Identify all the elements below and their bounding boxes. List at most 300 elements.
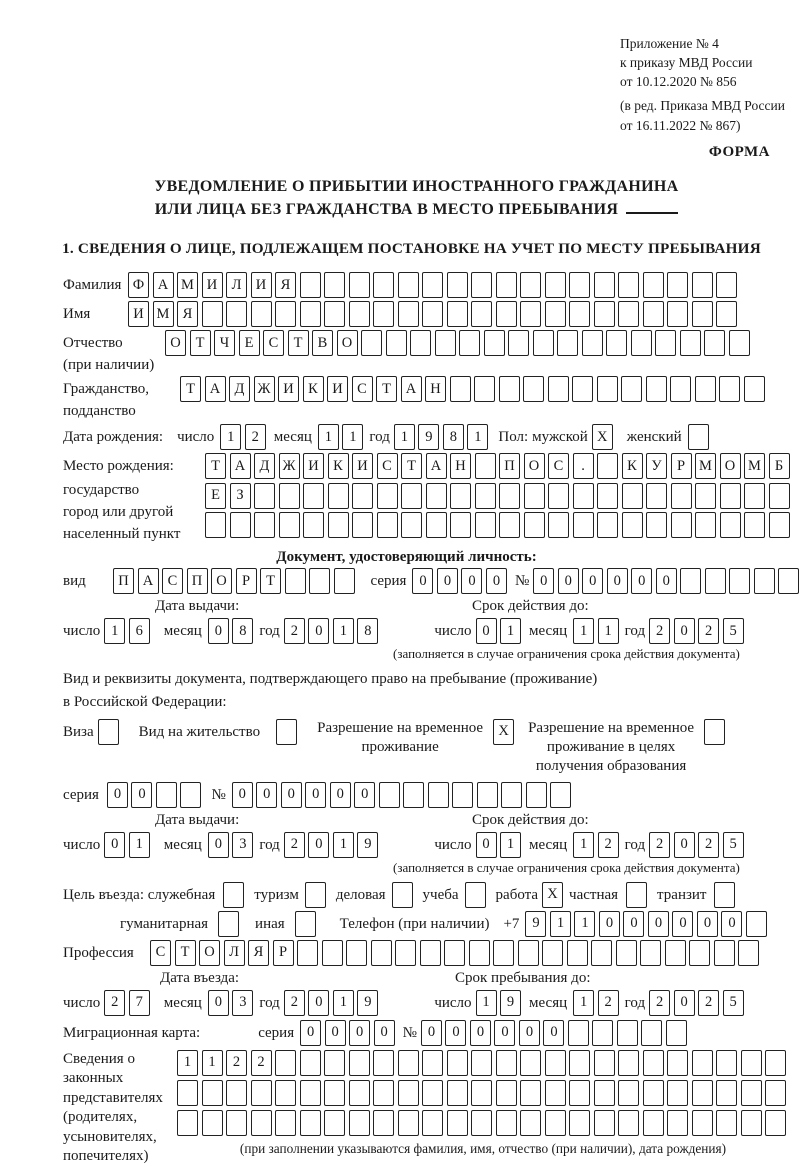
char-cell[interactable] xyxy=(450,376,471,402)
char-cell[interactable] xyxy=(447,1110,468,1136)
char-cell[interactable] xyxy=(352,512,373,538)
char-cell[interactable]: Ф xyxy=(128,272,149,298)
char-cell[interactable] xyxy=(643,1110,664,1136)
char-cell[interactable]: П xyxy=(499,453,520,479)
surname-boxes[interactable] xyxy=(128,272,737,298)
char-cell[interactable]: Ч xyxy=(214,330,235,356)
checkbox-cell[interactable] xyxy=(98,719,119,745)
birth-month-boxes[interactable] xyxy=(318,424,364,450)
char-cell[interactable]: Я xyxy=(248,940,269,966)
char-cell[interactable] xyxy=(349,1050,370,1076)
char-cell[interactable]: 0 xyxy=(494,1020,515,1046)
char-cell[interactable]: 2 xyxy=(284,618,305,644)
char-cell[interactable]: 0 xyxy=(300,1020,321,1046)
char-cell[interactable] xyxy=(746,911,767,937)
char-cell[interactable]: 0 xyxy=(721,911,742,937)
birth-place-line2[interactable] xyxy=(205,483,790,509)
char-cell[interactable] xyxy=(643,272,664,298)
char-cell[interactable] xyxy=(300,1080,321,1106)
char-cell[interactable] xyxy=(754,568,775,594)
char-cell[interactable] xyxy=(573,512,594,538)
checkbox-cell[interactable]: X xyxy=(493,719,514,745)
char-cell[interactable] xyxy=(447,1050,468,1076)
char-cell[interactable] xyxy=(334,568,355,594)
char-cell[interactable] xyxy=(667,1050,688,1076)
char-cell[interactable] xyxy=(592,1020,613,1046)
char-cell[interactable] xyxy=(373,1110,394,1136)
char-cell[interactable] xyxy=(328,512,349,538)
char-cell[interactable] xyxy=(533,330,554,356)
char-cell[interactable] xyxy=(254,512,275,538)
char-cell[interactable]: 0 xyxy=(107,782,128,808)
char-cell[interactable] xyxy=(769,512,790,538)
char-cell[interactable]: Е xyxy=(239,330,260,356)
char-cell[interactable] xyxy=(202,1110,223,1136)
char-cell[interactable]: 1 xyxy=(573,832,594,858)
char-cell[interactable] xyxy=(741,1050,762,1076)
char-cell[interactable]: О xyxy=(165,330,186,356)
char-cell[interactable]: 0 xyxy=(354,782,375,808)
char-cell[interactable]: 0 xyxy=(476,832,497,858)
citizenship-boxes[interactable] xyxy=(180,376,765,402)
char-cell[interactable] xyxy=(689,940,710,966)
char-cell[interactable]: 2 xyxy=(284,832,305,858)
char-cell[interactable] xyxy=(704,330,725,356)
char-cell[interactable]: 2 xyxy=(104,990,125,1016)
male-checkbox[interactable] xyxy=(592,424,613,450)
char-cell[interactable]: 9 xyxy=(418,424,439,450)
char-cell[interactable] xyxy=(398,1080,419,1106)
char-cell[interactable]: 1 xyxy=(467,424,488,450)
char-cell[interactable]: И xyxy=(327,376,348,402)
char-cell[interactable]: А xyxy=(205,376,226,402)
char-cell[interactable]: И xyxy=(278,376,299,402)
char-cell[interactable] xyxy=(692,1050,713,1076)
char-cell[interactable]: О xyxy=(524,453,545,479)
char-cell[interactable]: Т xyxy=(205,453,226,479)
char-cell[interactable] xyxy=(447,1080,468,1106)
char-cell[interactable] xyxy=(499,512,520,538)
char-cell[interactable]: Т xyxy=(376,376,397,402)
char-cell[interactable] xyxy=(714,940,735,966)
char-cell[interactable]: 2 xyxy=(284,990,305,1016)
char-cell[interactable]: С xyxy=(162,568,183,594)
char-cell[interactable]: Т xyxy=(180,376,201,402)
char-cell[interactable] xyxy=(729,568,750,594)
permit-issue-day-boxes[interactable] xyxy=(104,832,150,858)
temp-residence-checkbox[interactable] xyxy=(493,719,514,745)
char-cell[interactable] xyxy=(300,1110,321,1136)
char-cell[interactable] xyxy=(616,940,637,966)
char-cell[interactable]: Н xyxy=(425,376,446,402)
char-cell[interactable] xyxy=(545,301,566,327)
char-cell[interactable] xyxy=(156,782,177,808)
char-cell[interactable]: 0 xyxy=(349,1020,370,1046)
char-cell[interactable]: 0 xyxy=(461,568,482,594)
char-cell[interactable]: 1 xyxy=(476,990,497,1016)
purpose-study-checkbox[interactable] xyxy=(465,882,486,908)
permit-issue-year-boxes[interactable] xyxy=(284,832,379,858)
temp-residence-edu-checkbox[interactable] xyxy=(704,719,725,745)
char-cell[interactable]: А xyxy=(401,376,422,402)
char-cell[interactable] xyxy=(617,1020,638,1046)
char-cell[interactable] xyxy=(720,483,741,509)
char-cell[interactable] xyxy=(300,1050,321,1076)
char-cell[interactable] xyxy=(251,1110,272,1136)
char-cell[interactable] xyxy=(450,512,471,538)
char-cell[interactable] xyxy=(692,1080,713,1106)
char-cell[interactable]: 0 xyxy=(305,782,326,808)
char-cell[interactable] xyxy=(322,940,343,966)
char-cell[interactable]: 2 xyxy=(598,990,619,1016)
permit-valid-month-boxes[interactable] xyxy=(573,832,619,858)
char-cell[interactable]: 0 xyxy=(412,568,433,594)
checkbox-cell[interactable] xyxy=(305,882,326,908)
char-cell[interactable] xyxy=(573,483,594,509)
char-cell[interactable]: С xyxy=(548,453,569,479)
char-cell[interactable] xyxy=(475,483,496,509)
char-cell[interactable]: С xyxy=(377,453,398,479)
char-cell[interactable] xyxy=(447,301,468,327)
char-cell[interactable] xyxy=(349,301,370,327)
char-cell[interactable]: 8 xyxy=(443,424,464,450)
char-cell[interactable]: 0 xyxy=(674,990,695,1016)
char-cell[interactable] xyxy=(716,1110,737,1136)
char-cell[interactable] xyxy=(230,512,251,538)
char-cell[interactable]: 9 xyxy=(357,832,378,858)
char-cell[interactable] xyxy=(545,272,566,298)
char-cell[interactable] xyxy=(349,272,370,298)
char-cell[interactable]: 0 xyxy=(308,990,329,1016)
char-cell[interactable] xyxy=(524,512,545,538)
char-cell[interactable] xyxy=(643,1050,664,1076)
char-cell[interactable] xyxy=(765,1110,786,1136)
char-cell[interactable]: 1 xyxy=(177,1050,198,1076)
char-cell[interactable] xyxy=(765,1080,786,1106)
char-cell[interactable] xyxy=(226,1110,247,1136)
char-cell[interactable]: К xyxy=(622,453,643,479)
char-cell[interactable] xyxy=(695,376,716,402)
char-cell[interactable] xyxy=(422,272,443,298)
char-cell[interactable] xyxy=(328,483,349,509)
char-cell[interactable] xyxy=(716,1050,737,1076)
char-cell[interactable]: К xyxy=(303,376,324,402)
char-cell[interactable] xyxy=(597,376,618,402)
char-cell[interactable] xyxy=(569,1050,590,1076)
char-cell[interactable]: 1 xyxy=(573,990,594,1016)
char-cell[interactable] xyxy=(765,1050,786,1076)
purpose-business-checkbox[interactable] xyxy=(392,882,413,908)
char-cell[interactable] xyxy=(324,1050,345,1076)
char-cell[interactable] xyxy=(621,376,642,402)
char-cell[interactable] xyxy=(618,1050,639,1076)
char-cell[interactable]: С xyxy=(150,940,171,966)
checkbox-cell[interactable] xyxy=(626,882,647,908)
char-cell[interactable]: 9 xyxy=(357,990,378,1016)
char-cell[interactable] xyxy=(548,483,569,509)
char-cell[interactable] xyxy=(741,1080,762,1106)
doc-number-boxes[interactable] xyxy=(533,568,799,594)
char-cell[interactable]: 0 xyxy=(599,911,620,937)
char-cell[interactable] xyxy=(778,568,799,594)
birth-place-line1[interactable] xyxy=(205,453,790,479)
char-cell[interactable]: П xyxy=(113,568,134,594)
char-cell[interactable] xyxy=(526,782,547,808)
char-cell[interactable]: 0 xyxy=(476,618,497,644)
char-cell[interactable] xyxy=(568,1020,589,1046)
char-cell[interactable] xyxy=(520,1110,541,1136)
char-cell[interactable] xyxy=(377,512,398,538)
char-cell[interactable]: 2 xyxy=(245,424,266,450)
char-cell[interactable] xyxy=(572,376,593,402)
char-cell[interactable] xyxy=(349,1080,370,1106)
char-cell[interactable] xyxy=(545,1110,566,1136)
char-cell[interactable] xyxy=(428,782,449,808)
entry-year-boxes[interactable] xyxy=(284,990,379,1016)
char-cell[interactable]: М xyxy=(177,272,198,298)
char-cell[interactable] xyxy=(493,940,514,966)
char-cell[interactable] xyxy=(469,940,490,966)
permit-valid-year-boxes[interactable] xyxy=(649,832,744,858)
char-cell[interactable]: 1 xyxy=(129,832,150,858)
char-cell[interactable] xyxy=(452,782,473,808)
char-cell[interactable]: И xyxy=(303,453,324,479)
char-cell[interactable] xyxy=(667,1110,688,1136)
char-cell[interactable] xyxy=(202,1080,223,1106)
char-cell[interactable] xyxy=(692,1110,713,1136)
char-cell[interactable] xyxy=(309,568,330,594)
char-cell[interactable]: 0 xyxy=(308,832,329,858)
char-cell[interactable]: 1 xyxy=(342,424,363,450)
char-cell[interactable] xyxy=(303,483,324,509)
char-cell[interactable] xyxy=(671,483,692,509)
char-cell[interactable] xyxy=(692,301,713,327)
char-cell[interactable] xyxy=(508,330,529,356)
char-cell[interactable]: . xyxy=(573,453,594,479)
char-cell[interactable]: О xyxy=(199,940,220,966)
doc-valid-year-boxes[interactable] xyxy=(649,618,744,644)
stay-day-boxes[interactable] xyxy=(476,990,522,1016)
char-cell[interactable] xyxy=(275,301,296,327)
char-cell[interactable]: 1 xyxy=(598,618,619,644)
char-cell[interactable] xyxy=(324,1080,345,1106)
char-cell[interactable] xyxy=(373,301,394,327)
char-cell[interactable]: Л xyxy=(224,940,245,966)
char-cell[interactable] xyxy=(303,512,324,538)
purpose-private-checkbox[interactable] xyxy=(626,882,647,908)
char-cell[interactable]: 2 xyxy=(649,618,670,644)
checkbox-cell[interactable] xyxy=(714,882,735,908)
char-cell[interactable]: 9 xyxy=(525,911,546,937)
char-cell[interactable] xyxy=(471,1050,492,1076)
char-cell[interactable] xyxy=(680,568,701,594)
char-cell[interactable] xyxy=(597,453,618,479)
char-cell[interactable] xyxy=(459,330,480,356)
char-cell[interactable] xyxy=(618,301,639,327)
purpose-work-checkbox[interactable] xyxy=(542,882,563,908)
doc-issue-year-boxes[interactable] xyxy=(284,618,379,644)
char-cell[interactable] xyxy=(279,512,300,538)
char-cell[interactable]: 1 xyxy=(500,618,521,644)
char-cell[interactable]: Ж xyxy=(254,376,275,402)
char-cell[interactable]: 1 xyxy=(574,911,595,937)
char-cell[interactable] xyxy=(631,330,652,356)
char-cell[interactable] xyxy=(361,330,382,356)
char-cell[interactable]: 0 xyxy=(330,782,351,808)
char-cell[interactable] xyxy=(501,782,522,808)
char-cell[interactable]: Б xyxy=(769,453,790,479)
char-cell[interactable] xyxy=(695,512,716,538)
char-cell[interactable] xyxy=(471,301,492,327)
char-cell[interactable]: С xyxy=(352,376,373,402)
char-cell[interactable] xyxy=(594,272,615,298)
char-cell[interactable] xyxy=(594,1110,615,1136)
char-cell[interactable]: 0 xyxy=(582,568,603,594)
char-cell[interactable] xyxy=(667,1080,688,1106)
char-cell[interactable] xyxy=(275,1050,296,1076)
char-cell[interactable] xyxy=(475,512,496,538)
checkbox-cell[interactable] xyxy=(704,719,725,745)
residence-permit-checkbox[interactable] xyxy=(276,719,297,745)
char-cell[interactable]: 2 xyxy=(698,618,719,644)
char-cell[interactable] xyxy=(474,376,495,402)
doc-issue-day-boxes[interactable] xyxy=(104,618,150,644)
char-cell[interactable] xyxy=(426,512,447,538)
char-cell[interactable] xyxy=(548,512,569,538)
char-cell[interactable]: И xyxy=(352,453,373,479)
doc-series-boxes[interactable] xyxy=(412,568,507,594)
char-cell[interactable] xyxy=(597,512,618,538)
char-cell[interactable]: 1 xyxy=(333,832,354,858)
char-cell[interactable] xyxy=(496,1050,517,1076)
char-cell[interactable] xyxy=(279,483,300,509)
char-cell[interactable] xyxy=(567,940,588,966)
char-cell[interactable]: 2 xyxy=(226,1050,247,1076)
char-cell[interactable]: 0 xyxy=(208,618,229,644)
profession-boxes[interactable] xyxy=(150,940,759,966)
char-cell[interactable] xyxy=(769,483,790,509)
char-cell[interactable]: С xyxy=(263,330,284,356)
char-cell[interactable]: 0 xyxy=(104,832,125,858)
char-cell[interactable] xyxy=(719,376,740,402)
char-cell[interactable] xyxy=(300,272,321,298)
char-cell[interactable] xyxy=(646,376,667,402)
char-cell[interactable]: 3 xyxy=(232,990,253,1016)
char-cell[interactable]: 1 xyxy=(333,618,354,644)
char-cell[interactable]: А xyxy=(230,453,251,479)
entry-day-boxes[interactable] xyxy=(104,990,150,1016)
char-cell[interactable] xyxy=(324,1110,345,1136)
char-cell[interactable] xyxy=(520,1080,541,1106)
char-cell[interactable]: 2 xyxy=(598,832,619,858)
birth-place-line3[interactable] xyxy=(205,512,790,538)
char-cell[interactable] xyxy=(450,483,471,509)
char-cell[interactable] xyxy=(324,301,345,327)
char-cell[interactable]: 0 xyxy=(558,568,579,594)
char-cell[interactable] xyxy=(569,272,590,298)
char-cell[interactable] xyxy=(680,330,701,356)
char-cell[interactable] xyxy=(484,330,505,356)
char-cell[interactable]: З xyxy=(230,483,251,509)
char-cell[interactable] xyxy=(741,1110,762,1136)
char-cell[interactable] xyxy=(275,1110,296,1136)
char-cell[interactable] xyxy=(622,512,643,538)
char-cell[interactable]: 3 xyxy=(232,832,253,858)
char-cell[interactable] xyxy=(300,301,321,327)
char-cell[interactable] xyxy=(641,1020,662,1046)
char-cell[interactable]: 1 xyxy=(394,424,415,450)
char-cell[interactable] xyxy=(667,272,688,298)
char-cell[interactable] xyxy=(422,1110,443,1136)
char-cell[interactable] xyxy=(520,272,541,298)
checkbox-cell[interactable] xyxy=(465,882,486,908)
char-cell[interactable] xyxy=(670,376,691,402)
char-cell[interactable] xyxy=(398,272,419,298)
doc-kind-boxes[interactable] xyxy=(113,568,355,594)
char-cell[interactable]: 0 xyxy=(607,568,628,594)
char-cell[interactable]: Н xyxy=(450,453,471,479)
char-cell[interactable] xyxy=(545,1080,566,1106)
entry-month-boxes[interactable] xyxy=(208,990,254,1016)
char-cell[interactable] xyxy=(524,483,545,509)
char-cell[interactable]: 0 xyxy=(131,782,152,808)
char-cell[interactable] xyxy=(226,1080,247,1106)
char-cell[interactable]: 0 xyxy=(623,911,644,937)
char-cell[interactable]: 1 xyxy=(202,1050,223,1076)
permit-issue-month-boxes[interactable] xyxy=(208,832,254,858)
char-cell[interactable] xyxy=(705,568,726,594)
char-cell[interactable] xyxy=(692,272,713,298)
checkbox-cell[interactable]: X xyxy=(592,424,613,450)
char-cell[interactable]: 0 xyxy=(208,990,229,1016)
char-cell[interactable] xyxy=(275,1080,296,1106)
char-cell[interactable] xyxy=(422,1080,443,1106)
char-cell[interactable] xyxy=(548,376,569,402)
representatives-line1[interactable] xyxy=(177,1050,789,1076)
char-cell[interactable]: 0 xyxy=(672,911,693,937)
char-cell[interactable]: 6 xyxy=(129,618,150,644)
char-cell[interactable]: М xyxy=(744,453,765,479)
char-cell[interactable] xyxy=(226,301,247,327)
char-cell[interactable] xyxy=(622,483,643,509)
char-cell[interactable]: О xyxy=(211,568,232,594)
char-cell[interactable]: 0 xyxy=(325,1020,346,1046)
char-cell[interactable]: 0 xyxy=(421,1020,442,1046)
char-cell[interactable]: 5 xyxy=(723,618,744,644)
purpose-tourism-checkbox[interactable] xyxy=(305,882,326,908)
char-cell[interactable]: Д xyxy=(254,453,275,479)
char-cell[interactable]: Т xyxy=(190,330,211,356)
char-cell[interactable]: И xyxy=(202,272,223,298)
purpose-transit-checkbox[interactable] xyxy=(714,882,735,908)
char-cell[interactable] xyxy=(285,568,306,594)
char-cell[interactable] xyxy=(520,301,541,327)
char-cell[interactable] xyxy=(618,272,639,298)
char-cell[interactable]: 5 xyxy=(723,990,744,1016)
char-cell[interactable] xyxy=(569,1080,590,1106)
char-cell[interactable] xyxy=(398,301,419,327)
stay-month-boxes[interactable] xyxy=(573,990,619,1016)
phone-number-boxes[interactable] xyxy=(525,911,767,937)
char-cell[interactable] xyxy=(716,1080,737,1106)
char-cell[interactable] xyxy=(545,1050,566,1076)
char-cell[interactable]: 1 xyxy=(573,618,594,644)
char-cell[interactable] xyxy=(569,1110,590,1136)
char-cell[interactable] xyxy=(177,1080,198,1106)
char-cell[interactable]: Ж xyxy=(279,453,300,479)
char-cell[interactable] xyxy=(557,330,578,356)
permit-valid-day-boxes[interactable] xyxy=(476,832,522,858)
